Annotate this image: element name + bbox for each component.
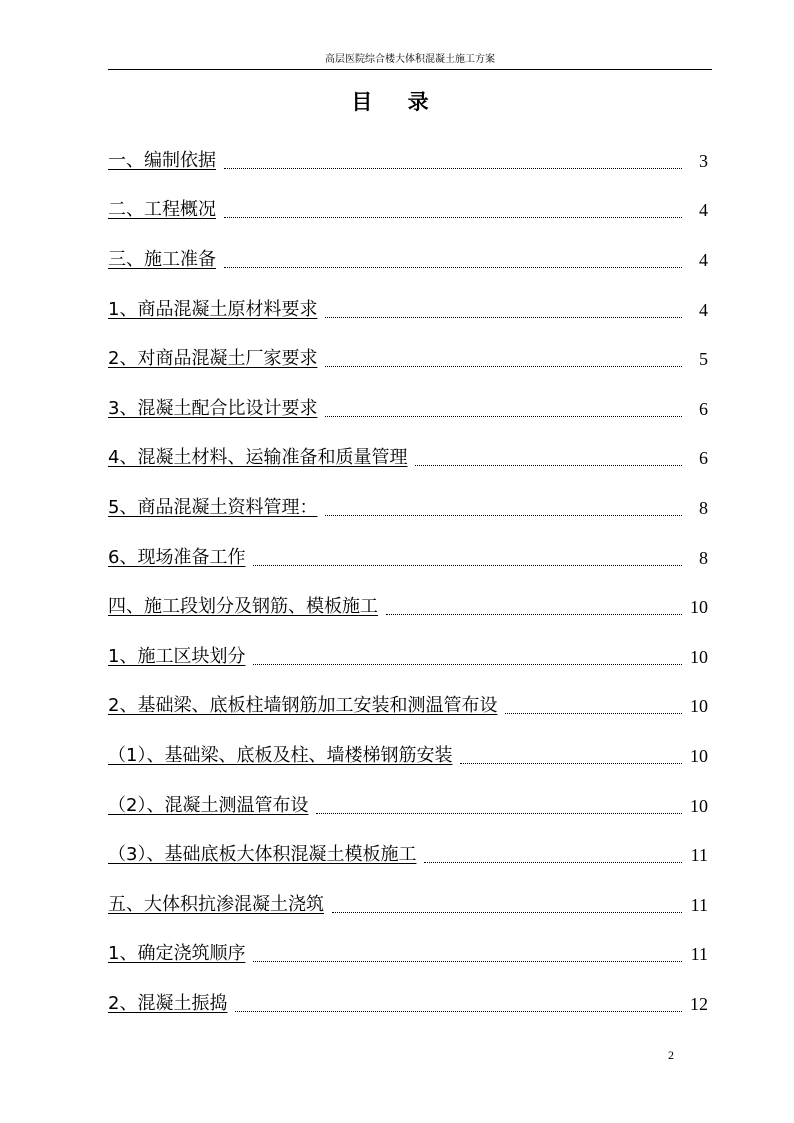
toc-entry-page: 4 bbox=[699, 299, 708, 320]
dot-leader bbox=[224, 266, 682, 268]
toc-entry-label[interactable]: 2、对商品混凝土厂家要求 bbox=[108, 348, 318, 370]
toc-entry[interactable] bbox=[108, 582, 708, 632]
toc-entry[interactable] bbox=[108, 483, 708, 533]
toc-entry-label[interactable]: 3、混凝土配合比设计要求 bbox=[108, 397, 318, 419]
toc-entry-page: 6 bbox=[699, 448, 708, 469]
toc-entry[interactable] bbox=[108, 533, 708, 583]
dot-leader bbox=[224, 167, 682, 169]
dot-leader bbox=[460, 762, 682, 764]
toc-entry[interactable] bbox=[108, 235, 708, 285]
toc-entry-page: 3 bbox=[699, 150, 708, 171]
dot-leader bbox=[424, 861, 682, 863]
toc-entry-page: 10 bbox=[690, 795, 708, 816]
toc-entry[interactable] bbox=[108, 384, 708, 434]
toc-entry[interactable] bbox=[108, 979, 708, 1029]
toc-entry-page: 12 bbox=[690, 993, 708, 1014]
toc-entry-page: 10 bbox=[690, 597, 708, 618]
toc-entry[interactable] bbox=[108, 434, 708, 484]
toc-entry-label[interactable]: 1、商品混凝土原材料要求 bbox=[108, 298, 318, 320]
toc-entry-page: 11 bbox=[690, 845, 708, 866]
toc-entry-label[interactable]: 2、基础梁、底板柱墙钢筋加工安装和测温管布设 bbox=[108, 695, 498, 717]
page-number: 2 bbox=[668, 1048, 674, 1062]
toc-title: 目 录 bbox=[351, 90, 443, 114]
toc-entry-label[interactable]: 6、现场准备工作 bbox=[108, 546, 246, 568]
toc-entry-label[interactable]: 5、商品混凝土资料管理： bbox=[108, 496, 318, 518]
dot-leader bbox=[325, 316, 682, 318]
toc-entry-label[interactable]: 1、确定浇筑顺序 bbox=[108, 943, 246, 965]
dot-leader bbox=[253, 960, 682, 962]
toc-entry-label[interactable]: 二、工程概况 bbox=[108, 199, 216, 221]
table-of-contents bbox=[108, 136, 708, 1029]
toc-entry[interactable] bbox=[108, 334, 708, 384]
dot-leader bbox=[505, 712, 682, 714]
dot-leader bbox=[386, 613, 682, 615]
dot-leader bbox=[325, 365, 682, 367]
toc-entry[interactable] bbox=[108, 186, 708, 236]
toc-entry-label[interactable]: （3）、基础底板大体积混凝土模板施工 bbox=[108, 844, 417, 866]
dot-leader bbox=[325, 514, 682, 516]
dot-leader bbox=[332, 911, 682, 913]
dot-leader bbox=[316, 812, 682, 814]
dot-leader bbox=[253, 663, 682, 665]
dot-leader bbox=[325, 415, 682, 417]
toc-entry[interactable] bbox=[108, 930, 708, 980]
toc-entry[interactable] bbox=[108, 632, 708, 682]
toc-entry-label[interactable]: （2）、混凝土测温管布设 bbox=[108, 794, 309, 816]
dot-leader bbox=[235, 1010, 682, 1012]
toc-entry-label[interactable]: 三、施工准备 bbox=[108, 248, 216, 270]
toc-entry-page: 10 bbox=[690, 646, 708, 667]
toc-entry-label[interactable]: 4、混凝土材料、运输准备和质量管理 bbox=[108, 447, 408, 469]
toc-entry[interactable] bbox=[108, 880, 708, 930]
dot-leader bbox=[415, 464, 682, 466]
toc-entry-page: 6 bbox=[699, 398, 708, 419]
running-header: 高层医院综合楼大体积混凝土施工方案 bbox=[108, 51, 712, 70]
toc-entry[interactable] bbox=[108, 136, 708, 186]
toc-entry-label[interactable]: 四、施工段划分及钢筋、模板施工 bbox=[108, 596, 378, 618]
toc-entry-page: 11 bbox=[690, 944, 708, 965]
toc-entry-page: 4 bbox=[699, 200, 708, 221]
toc-entry-page: 8 bbox=[699, 547, 708, 568]
toc-entry-page: 5 bbox=[699, 349, 708, 370]
toc-entry[interactable] bbox=[108, 830, 708, 880]
toc-entry-label[interactable]: 五、大体积抗渗混凝土浇筑 bbox=[108, 893, 324, 915]
toc-entry[interactable] bbox=[108, 781, 708, 831]
toc-entry-page: 11 bbox=[690, 894, 708, 915]
toc-entry-page: 10 bbox=[690, 745, 708, 766]
toc-entry[interactable] bbox=[108, 285, 708, 335]
toc-entry-page: 8 bbox=[699, 497, 708, 518]
toc-entry[interactable] bbox=[108, 731, 708, 781]
toc-entry-label[interactable]: 1、施工区块划分 bbox=[108, 645, 246, 667]
dot-leader bbox=[253, 564, 682, 566]
toc-entry-label[interactable]: 2、混凝土振捣 bbox=[108, 992, 228, 1014]
toc-entry-page: 4 bbox=[699, 249, 708, 270]
toc-entry[interactable] bbox=[108, 682, 708, 732]
toc-entry-label[interactable]: 一、编制依据 bbox=[108, 149, 216, 171]
dot-leader bbox=[224, 216, 682, 218]
toc-entry-label[interactable]: （1）、基础梁、底板及柱、墙楼梯钢筋安装 bbox=[108, 744, 453, 766]
toc-entry-page: 10 bbox=[690, 696, 708, 717]
